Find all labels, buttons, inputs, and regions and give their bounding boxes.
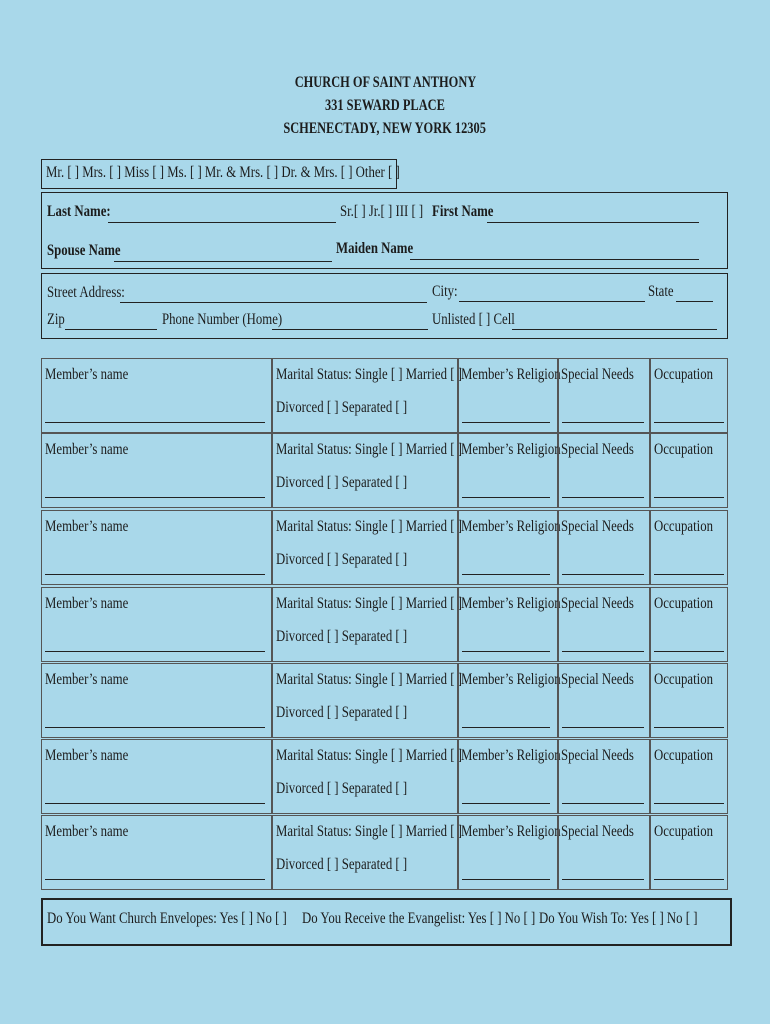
first-name-field[interactable] xyxy=(487,222,699,223)
occupation-label: Occupation xyxy=(654,823,713,840)
special-needs-field[interactable] xyxy=(562,422,644,423)
member-name-label: Member’s name xyxy=(45,441,129,458)
religion-field[interactable] xyxy=(462,422,550,423)
marital-status-options[interactable]: Marital Status: Single [ ] Married [ ] xyxy=(276,441,462,458)
marital-status-options-2[interactable]: Divorced [ ] Separated [ ] xyxy=(276,628,408,645)
city-field[interactable] xyxy=(459,301,645,302)
marital-status-options[interactable]: Marital Status: Single [ ] Married [ ] xyxy=(276,366,462,383)
religion-label: Member’s Religion xyxy=(461,366,561,383)
member-name-label: Member’s name xyxy=(45,518,129,535)
phone-field[interactable] xyxy=(272,329,428,330)
member-name-field[interactable] xyxy=(45,497,265,498)
special-needs-label: Special Needs xyxy=(561,747,634,764)
street-field[interactable] xyxy=(120,302,427,303)
religion-field[interactable] xyxy=(462,727,550,728)
city-label: City: xyxy=(432,283,458,300)
occupation-field[interactable] xyxy=(654,727,724,728)
spouse-name-label: Spouse Name xyxy=(47,242,121,259)
marital-status-options[interactable]: Marital Status: Single [ ] Married [ ] xyxy=(276,747,462,764)
occupation-label: Occupation xyxy=(654,671,713,688)
religion-label: Member’s Religion xyxy=(461,595,561,612)
member-name-field[interactable] xyxy=(45,879,265,880)
religion-label: Member’s Religion xyxy=(461,671,561,688)
wish-question[interactable]: Do You Wish To: Yes [ ] No [ ] xyxy=(539,910,698,927)
zip-label: Zip xyxy=(47,311,65,328)
religion-label: Member’s Religion xyxy=(461,823,561,840)
marital-status-options-2[interactable]: Divorced [ ] Separated [ ] xyxy=(276,474,408,491)
envelopes-question[interactable]: Do You Want Church Envelopes: Yes [ ] No [ ] xyxy=(47,910,287,927)
marital-status-options-2[interactable]: Divorced [ ] Separated [ ] xyxy=(276,704,408,721)
member-name-label: Member’s name xyxy=(45,671,129,688)
occupation-label: Occupation xyxy=(654,441,713,458)
marital-status-options-2[interactable]: Divorced [ ] Separated [ ] xyxy=(276,780,408,797)
phone-label: Phone Number (Home) xyxy=(162,311,283,328)
special-needs-field[interactable] xyxy=(562,574,644,575)
maiden-name-field[interactable] xyxy=(410,259,699,260)
member-name-field[interactable] xyxy=(45,727,265,728)
church-street: 331 SEWARD PLACE xyxy=(325,97,445,114)
zip-field[interactable] xyxy=(65,329,157,330)
suffix-options[interactable]: Sr.[ ] Jr.[ ] III [ ] xyxy=(340,203,424,220)
member-name-label: Member’s name xyxy=(45,747,129,764)
marital-status-options[interactable]: Marital Status: Single [ ] Married [ ] xyxy=(276,671,462,688)
special-needs-field[interactable] xyxy=(562,497,644,498)
spouse-name-field[interactable] xyxy=(114,261,332,262)
special-needs-label: Special Needs xyxy=(561,671,634,688)
occupation-field[interactable] xyxy=(654,574,724,575)
special-needs-label: Special Needs xyxy=(561,518,634,535)
religion-label: Member’s Religion xyxy=(461,747,561,764)
special-needs-label: Special Needs xyxy=(561,595,634,612)
form-header xyxy=(0,71,770,140)
religion-field[interactable] xyxy=(462,497,550,498)
state-label: State xyxy=(648,283,674,300)
occupation-label: Occupation xyxy=(654,595,713,612)
member-name-label: Member’s name xyxy=(45,823,129,840)
last-name-field[interactable] xyxy=(108,222,336,223)
religion-field[interactable] xyxy=(462,651,550,652)
unlisted-cell-label[interactable]: Unlisted [ ] Cell xyxy=(432,311,515,328)
titles-options[interactable]: Mr. [ ] Mrs. [ ] Miss [ ] Ms. [ ] Mr. & Mrs. [ ] Dr. & Mrs. [ ] Other [ ] xyxy=(46,164,400,181)
special-needs-label: Special Needs xyxy=(561,441,634,458)
church-city: SCHENECTADY, NEW YORK 12305 xyxy=(283,120,487,137)
state-field[interactable] xyxy=(676,301,713,302)
cell-field[interactable] xyxy=(512,329,717,330)
occupation-field[interactable] xyxy=(654,651,724,652)
occupation-field[interactable] xyxy=(654,497,724,498)
religion-field[interactable] xyxy=(462,879,550,880)
occupation-field[interactable] xyxy=(654,422,724,423)
occupation-field[interactable] xyxy=(654,879,724,880)
occupation-label: Occupation xyxy=(654,747,713,764)
occupation-label: Occupation xyxy=(654,366,713,383)
special-needs-field[interactable] xyxy=(562,651,644,652)
marital-status-options-2[interactable]: Divorced [ ] Separated [ ] xyxy=(276,856,408,873)
first-name-label: First Name xyxy=(432,203,494,220)
member-name-field[interactable] xyxy=(45,422,265,423)
last-name-label: Last Name: xyxy=(47,203,111,220)
marital-status-options-2[interactable]: Divorced [ ] Separated [ ] xyxy=(276,399,408,416)
marital-status-options-2[interactable]: Divorced [ ] Separated [ ] xyxy=(276,551,408,568)
special-needs-field[interactable] xyxy=(562,803,644,804)
religion-field[interactable] xyxy=(462,574,550,575)
member-name-field[interactable] xyxy=(45,651,265,652)
special-needs-field[interactable] xyxy=(562,727,644,728)
occupation-field[interactable] xyxy=(654,803,724,804)
church-name: CHURCH OF SAINT ANTHONY xyxy=(294,74,476,91)
marital-status-options[interactable]: Marital Status: Single [ ] Married [ ] xyxy=(276,518,462,535)
member-name-label: Member’s name xyxy=(45,595,129,612)
religion-label: Member’s Religion xyxy=(461,441,561,458)
member-name-label: Member’s name xyxy=(45,366,129,383)
street-label: Street Address: xyxy=(47,284,125,301)
special-needs-field[interactable] xyxy=(562,879,644,880)
special-needs-label: Special Needs xyxy=(561,823,634,840)
occupation-label: Occupation xyxy=(654,518,713,535)
maiden-name-label: Maiden Name xyxy=(336,240,414,257)
religion-field[interactable] xyxy=(462,803,550,804)
special-needs-label: Special Needs xyxy=(561,366,634,383)
member-name-field[interactable] xyxy=(45,803,265,804)
marital-status-options[interactable]: Marital Status: Single [ ] Married [ ] xyxy=(276,823,462,840)
religion-label: Member’s Religion xyxy=(461,518,561,535)
evangelist-question[interactable]: Do You Receive the Evangelist: Yes [ ] No [ ] xyxy=(302,910,536,927)
marital-status-options[interactable]: Marital Status: Single [ ] Married [ ] xyxy=(276,595,462,612)
member-name-field[interactable] xyxy=(45,574,265,575)
